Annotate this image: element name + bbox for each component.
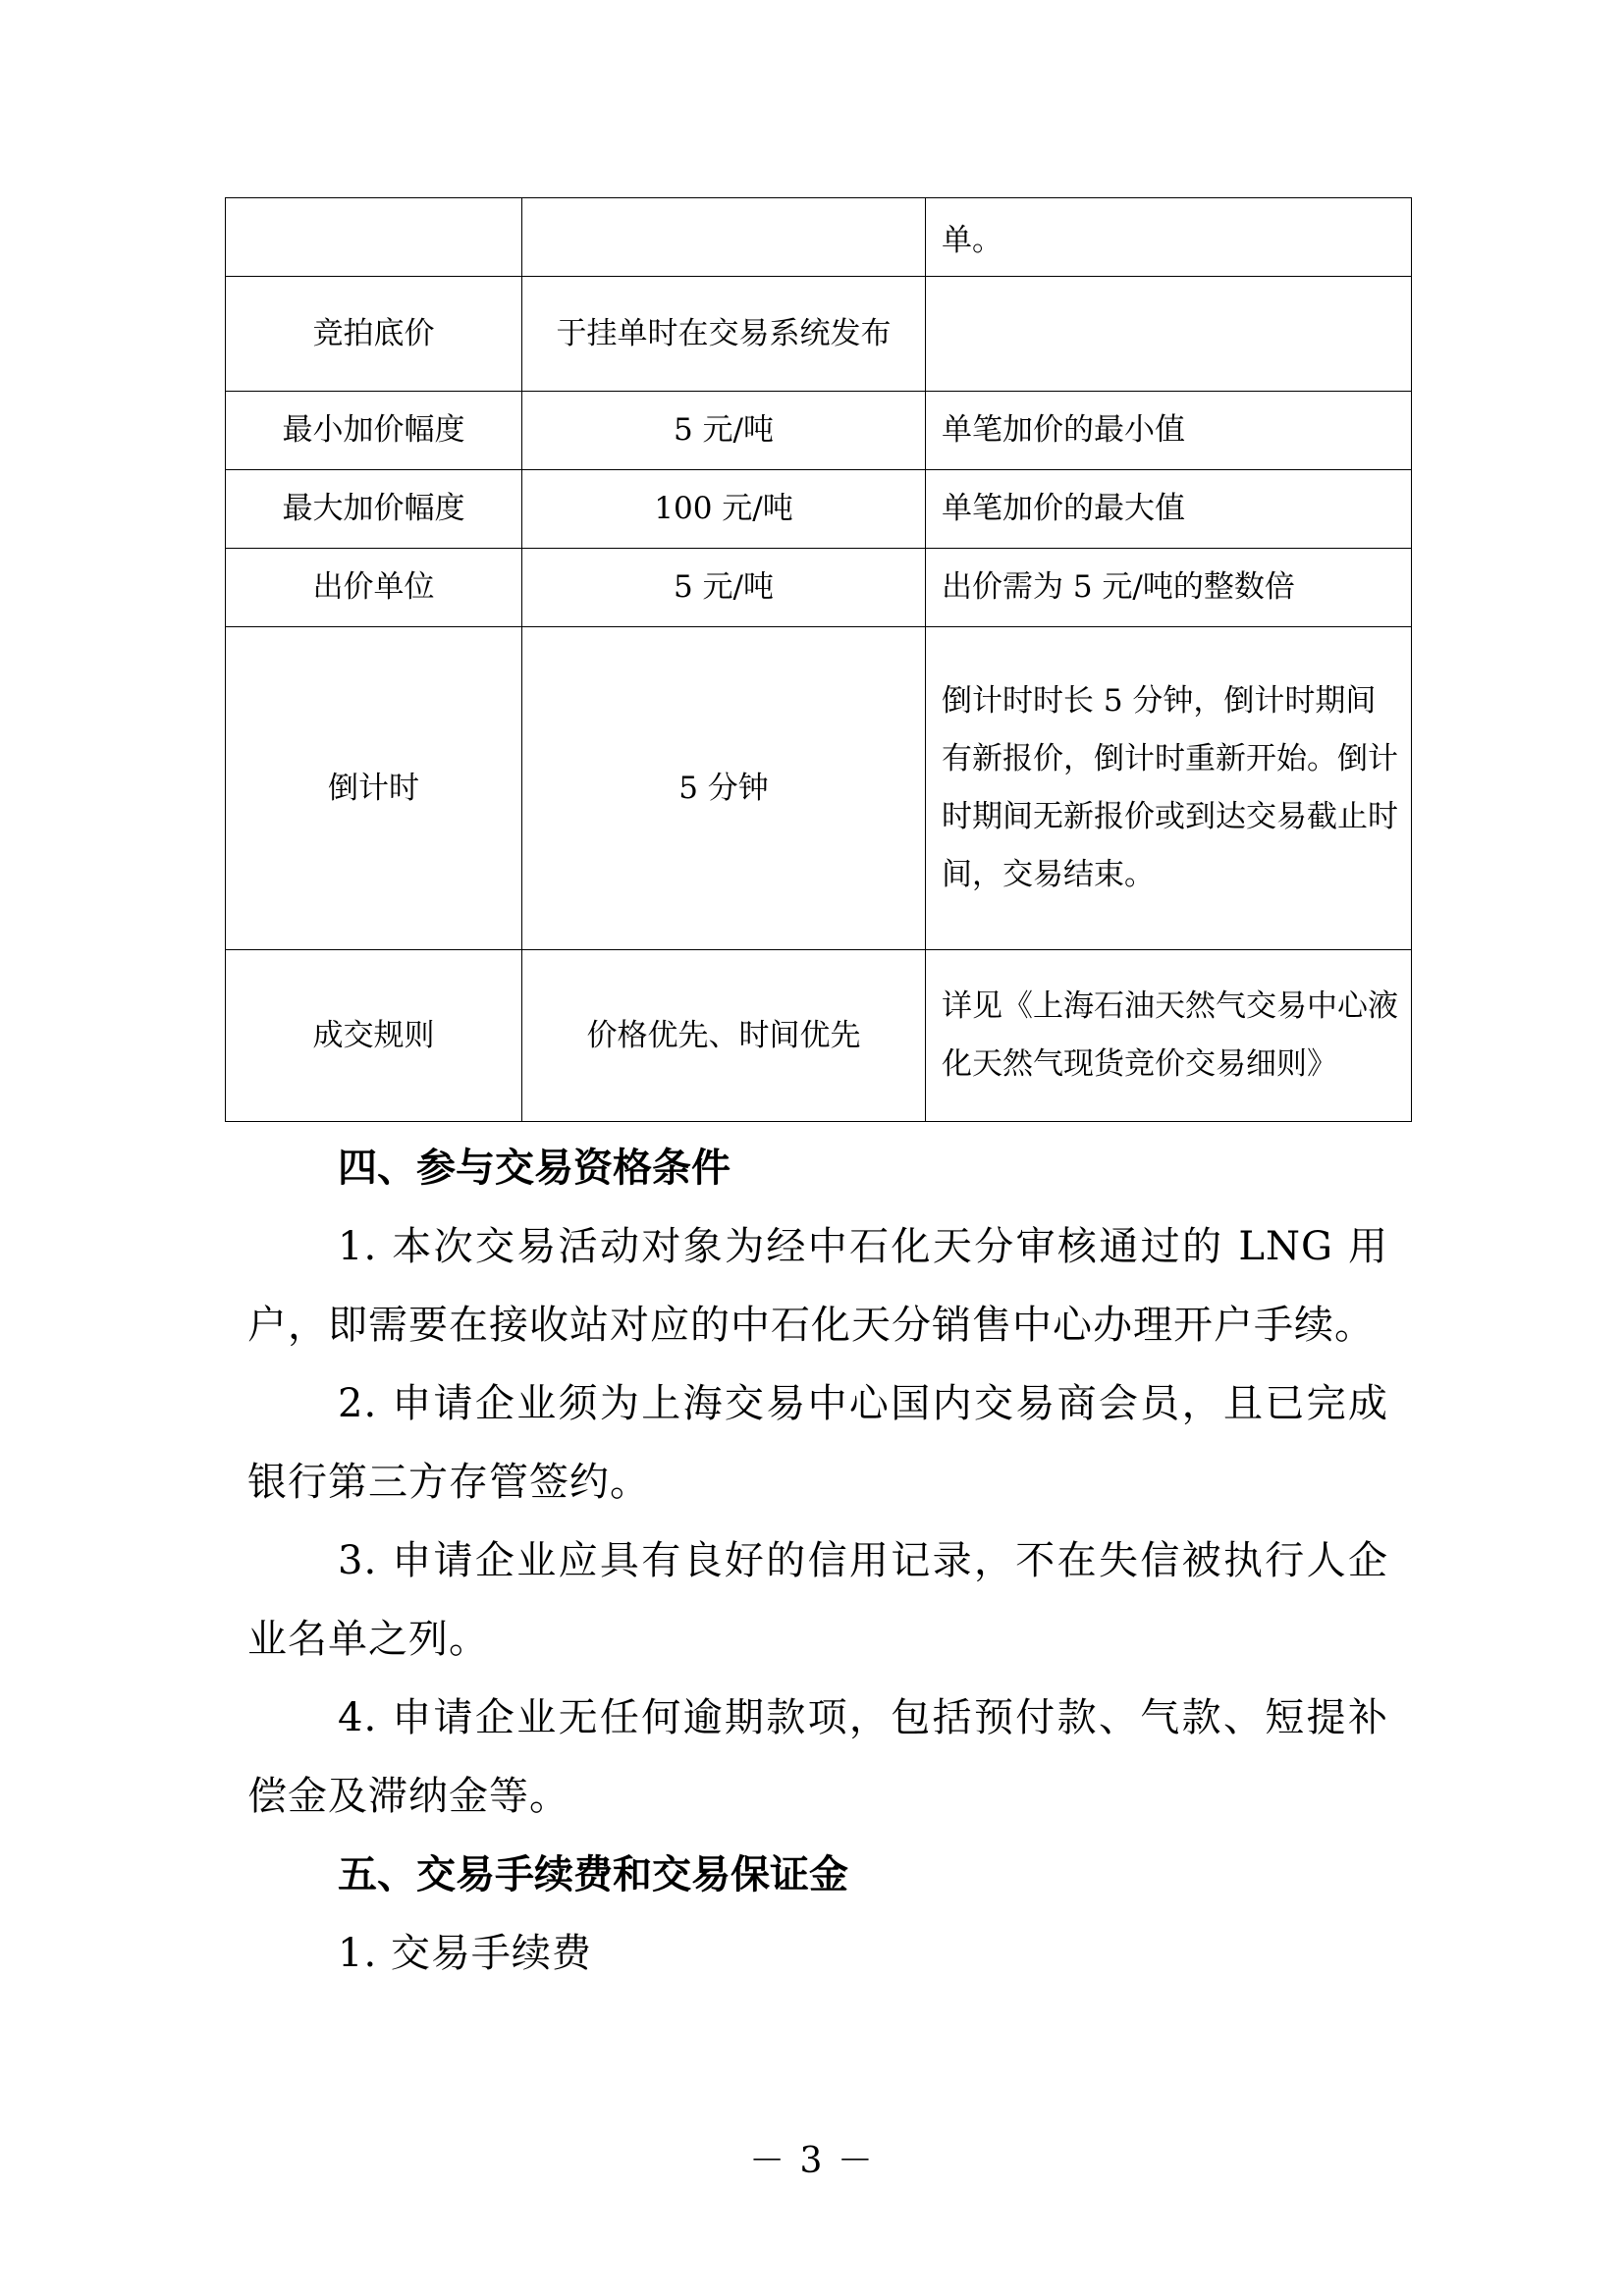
- rule-name-cell: 成交规则: [226, 950, 522, 1122]
- rule-note-cell: 出价需为 5 元/吨的整数倍: [926, 549, 1412, 627]
- table-row: [226, 392, 1412, 470]
- rule-name-cell: 倒计时: [226, 627, 522, 950]
- rule-value-cell: 价格优先、时间优先: [522, 950, 926, 1122]
- rule-value-cell: 5 元/吨: [522, 549, 926, 627]
- rule-value-cell: 于挂单时在交易系统发布: [522, 277, 926, 392]
- rule-name-cell: 最大加价幅度: [226, 470, 522, 549]
- paragraph: 3. 申请企业应具有良好的信用记录，不在失信被执行人企业名单之列。: [247, 1538, 1388, 1662]
- auction-rules-table: [225, 197, 1412, 1122]
- table-row: [226, 198, 1412, 277]
- rule-value-cell: 5 元/吨: [522, 392, 926, 470]
- section-heading: 五、交易手续费和交易保证金: [338, 1851, 848, 1897]
- rule-value-cell: [522, 198, 926, 277]
- rule-name-cell: [226, 198, 522, 277]
- paragraph: 1. 交易手续费: [338, 1931, 592, 1976]
- table-row: [226, 549, 1412, 627]
- section-heading: 四、参与交易资格条件: [338, 1145, 731, 1191]
- rule-note-cell: 单笔加价的最大值: [926, 470, 1412, 549]
- table-row: [226, 950, 1412, 1122]
- paragraph: 4. 申请企业无任何逾期款项，包括预付款、气款、短提补偿金及滞纳金等。: [247, 1695, 1388, 1819]
- rule-value-cell: 5 分钟: [522, 627, 926, 950]
- table-row: [226, 470, 1412, 549]
- rule-note-cell: 单。: [926, 198, 1412, 277]
- rule-note-cell: 详见《上海石油天然气交易中心液化天然气现货竞价交易细则》: [926, 950, 1412, 1122]
- rule-note-cell: 倒计时时长 5 分钟，倒计时期间有新报价，倒计时重新开始。倒计时期间无新报价或到达交易截止时间，交易结束。: [926, 627, 1412, 950]
- table-row: [226, 627, 1412, 950]
- page-number: － 3 －: [749, 2141, 875, 2181]
- rule-name-cell: 竞拍底价: [226, 277, 522, 392]
- paragraph: 1. 本次交易活动对象为经中石化天分审核通过的 LNG 用户，即需要在接收站对应的中石化天分销售中心办理开户手续。: [247, 1224, 1388, 1348]
- rule-name-cell: 最小加价幅度: [226, 392, 522, 470]
- paragraph: 2. 申请企业须为上海交易中心国内交易商会员，且已完成银行第三方存管签约。: [247, 1381, 1388, 1505]
- table-row: [226, 277, 1412, 392]
- rule-name-cell: 出价单位: [226, 549, 522, 627]
- rule-value-cell: 100 元/吨: [522, 470, 926, 549]
- rule-note-cell: [926, 277, 1412, 392]
- rule-note-cell: 单笔加价的最小值: [926, 392, 1412, 470]
- document-body: [247, 1129, 1388, 1993]
